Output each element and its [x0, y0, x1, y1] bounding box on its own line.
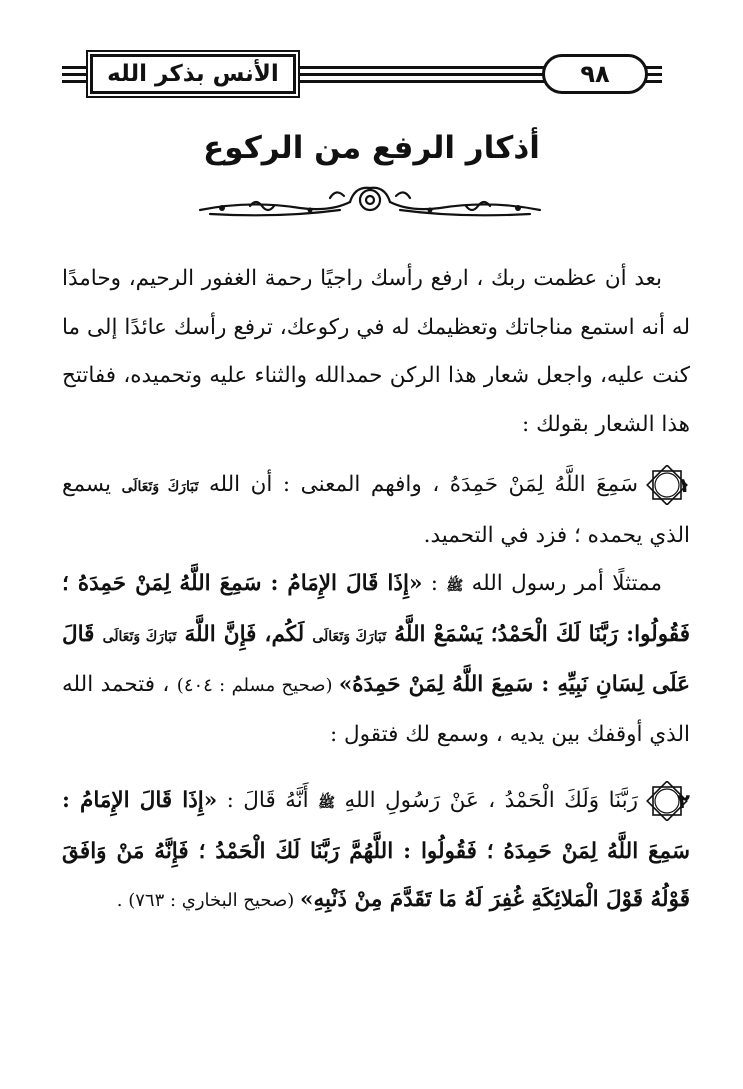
chapter-title: أذكار الرفع من الركوع [203, 130, 540, 166]
dhikr-item-1 [62, 461, 690, 560]
book-title: الأنس بذكر الله [90, 54, 296, 94]
honorific: ﷺ [446, 578, 464, 594]
ornament-divider-icon [190, 180, 550, 222]
page-header [62, 52, 662, 98]
explanation-text: يسمع الذي يحمده ؛ فزد في التحميد. [62, 472, 690, 548]
hadith-reference: (صحيح مسلم : ٤٠٤) [176, 675, 339, 696]
number-badge [644, 781, 690, 821]
honorific: تَبَارَكَ وَتَعَالَى [312, 628, 387, 645]
hadith-paragraph [62, 560, 690, 759]
narration-text: أَنَّهُ قَالَ : [217, 788, 319, 813]
narration-text: عَنْ رَسُولِ اللهِ [335, 788, 489, 813]
intro-paragraph: بعد أن عظمت ربك ، ارفع رأسك راجيًا رحمة الغفور الرحيم، وحامدًا له أنه استمع مناجاتك وتعظيمك له في ركوعك، ترفع رأسك عائدًا إلى ما كنت عليه، واجعل شعار هذا الركن حمدالله والثناء عليه وتحميده، ففاتتح هذا الشعار بقولك : [62, 266, 690, 437]
number-badge [644, 465, 690, 505]
item-number: ٢ [677, 789, 691, 813]
hadith-reference: (صحيح البخاري : ٧٦٣) . [116, 890, 300, 911]
page-body [62, 255, 690, 926]
hadith-text: «إِذَا قَالَ الإِمَامُ : سَمِعَ اللَّهُ لِمَنْ حَمِدَهُ ؛ فَقُولُوا: رَبَّنَا لَكَ الْحَمْدُ؛ يَسْمَعْ اللَّهُ [62, 571, 690, 647]
honorific: تَبَارَكَ وَتَعَالَى [121, 479, 199, 495]
dhikr-item-2 [62, 777, 690, 926]
page-number: ٩٨ [542, 54, 648, 94]
honorific: ﷺ [318, 795, 336, 811]
hadith-text: «إِذَا قَالَ الإِمَامُ : سَمِعَ اللَّهُ لِمَنْ حَمِدَهُ ؛ فَقُولُوا : اللَّهُمَّ رَبَّنَا لَكَ الْحَمْدُ ؛ فَإِنَّهُ مَنْ وَافَقَ قَوْلُهُ قَوْلَ الْمَلائِكَةِ غُفِرَ لَهُ مَا تَقَدَّمَ مِنْ ذَنْبِهِ» [62, 788, 690, 912]
intro-text: ممتثلًا أمر رسول الله [463, 571, 662, 596]
hadith-text: لَكُم، فَإِنَّ اللَّهَ [176, 621, 313, 647]
item-number: ١ [677, 473, 691, 497]
closing-text: ، فتحمد الله الذي أوقفك بين يديه ، وسمع لك فتقول : [62, 672, 690, 747]
punctuation: : [422, 571, 447, 596]
hadith-text: قَالَ عَلَى لِسَانِ نَبِيِّهِ : سَمِعَ اللَّهُ لِمَنْ حَمِدَهُ» [62, 621, 690, 697]
dhikr-text: سَمِعَ اللَّهُ لِمَنْ حَمِدَهُ ، [432, 472, 639, 497]
explanation-text: وافهم المعنى : أن الله [198, 472, 433, 497]
dhikr-text: رَبَّنَا وَلَكَ الْحَمْدُ ، [488, 788, 639, 813]
honorific: تَبَارَكَ وَتَعَالَى [102, 628, 177, 645]
